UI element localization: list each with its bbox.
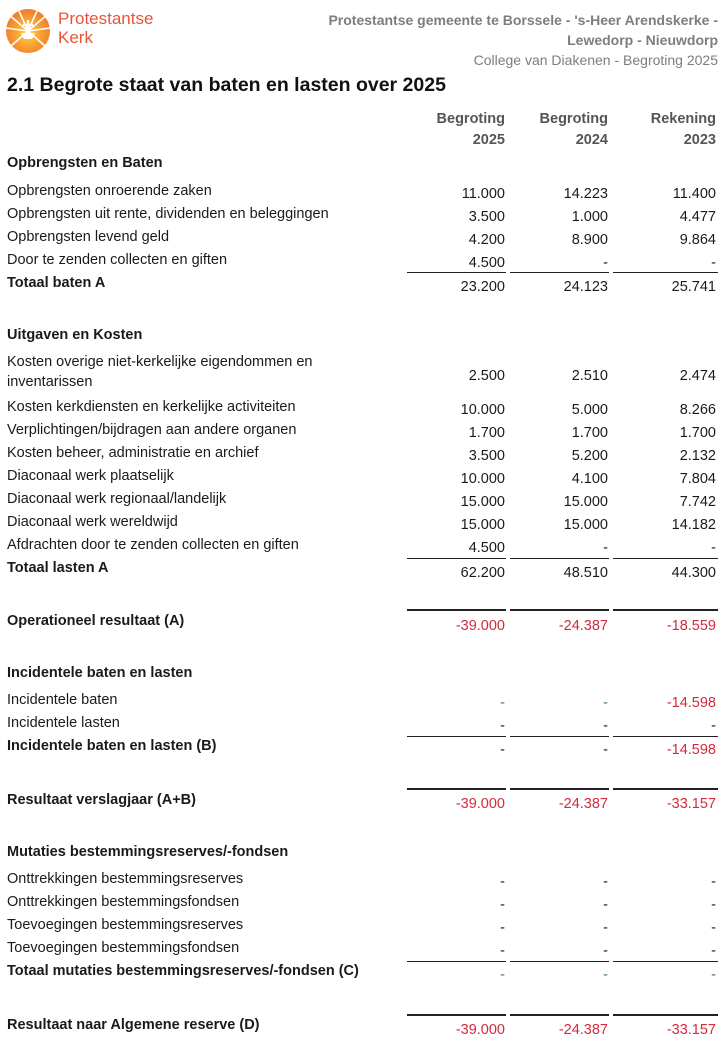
value-2025: - bbox=[500, 920, 505, 936]
value-2023: - bbox=[711, 540, 716, 556]
value-2023: -14.598 bbox=[666, 742, 716, 758]
value-2024: - bbox=[603, 874, 608, 890]
value-2024: 15.000 bbox=[563, 494, 608, 510]
section-heading-label: Incidentele baten en lasten bbox=[7, 665, 193, 681]
subtotal-rule bbox=[510, 272, 609, 273]
value-2024: - bbox=[603, 695, 608, 711]
column-header-line: Begroting bbox=[436, 111, 505, 127]
row-label: Toevoegingen bestemmingsfondsen bbox=[7, 940, 240, 956]
value-2023: 25.741 bbox=[671, 279, 716, 295]
logo-wordmark bbox=[58, 9, 153, 47]
row-label: Totaal baten A bbox=[7, 275, 106, 291]
subtotal-rule bbox=[407, 558, 506, 559]
row-label: Opbrengsten levend geld bbox=[7, 229, 170, 245]
value-2024: 5.000 bbox=[571, 402, 608, 418]
column-header-line: Rekening bbox=[650, 111, 716, 127]
row-label: Onttrekkingen bestemmingsreserves bbox=[7, 871, 244, 887]
value-2025: -39.000 bbox=[455, 796, 505, 812]
subtotal-rule bbox=[407, 736, 506, 737]
value-2024: - bbox=[603, 967, 608, 983]
value-2024: 8.900 bbox=[571, 232, 608, 248]
subtotal-rule bbox=[613, 558, 718, 559]
column-header-year: 2023 bbox=[683, 132, 716, 148]
org-line-2: Lewedorp - Nieuwdorp bbox=[567, 32, 718, 48]
row-label: Diaconaal werk wereldwijd bbox=[7, 514, 178, 530]
value-2024: - bbox=[603, 897, 608, 913]
value-2024: 1.700 bbox=[571, 425, 608, 441]
value-2024: 24.123 bbox=[563, 279, 608, 295]
value-2025: 11.000 bbox=[461, 186, 505, 202]
value-2025: 62.200 bbox=[460, 565, 505, 581]
result-rule bbox=[407, 609, 506, 611]
value-2025: 4.500 bbox=[468, 540, 505, 556]
row-label: Incidentele lasten bbox=[7, 715, 120, 731]
value-2023: 7.804 bbox=[679, 471, 716, 487]
section-heading-label: Mutaties bestemmingsreserves/-fondsen bbox=[7, 844, 289, 860]
column-header-begroting-2025 bbox=[410, 109, 505, 151]
value-2025: - bbox=[500, 943, 505, 959]
value-2024: - bbox=[603, 718, 608, 734]
subtotal-rule bbox=[510, 961, 609, 962]
value-2024: -24.387 bbox=[558, 796, 608, 812]
value-2025: - bbox=[500, 897, 505, 913]
row-label: Kosten beheer, administratie en archief bbox=[7, 445, 259, 461]
value-2023: - bbox=[711, 874, 716, 890]
value-2023: 4.477 bbox=[679, 209, 716, 225]
subtotal-rule bbox=[510, 558, 609, 559]
value-2025: 15.000 bbox=[460, 517, 505, 533]
result-rule bbox=[613, 788, 718, 790]
result-rule bbox=[407, 788, 506, 790]
row-label: Incidentele baten bbox=[7, 692, 118, 708]
value-2023: -33.157 bbox=[666, 796, 716, 812]
value-2025: - bbox=[500, 718, 505, 734]
value-2025: 10.000 bbox=[460, 402, 505, 418]
page-title: 2.1 Begrote staat van baten en lasten over 2025 bbox=[7, 74, 446, 96]
value-2024: - bbox=[603, 255, 608, 271]
value-2023: 8.266 bbox=[679, 402, 716, 418]
subtotal-rule bbox=[613, 961, 718, 962]
value-2023: 9.864 bbox=[679, 232, 716, 248]
result-rule bbox=[510, 1014, 609, 1016]
subtotal-rule bbox=[510, 736, 609, 737]
organization-info bbox=[328, 10, 718, 70]
row-label: Opbrengsten onroerende zaken bbox=[7, 183, 212, 199]
result-rule bbox=[613, 609, 718, 611]
value-2025: 3.500 bbox=[468, 448, 505, 464]
result-rule bbox=[510, 788, 609, 790]
value-2025: 2.500 bbox=[468, 368, 505, 384]
value-2023: 44.300 bbox=[671, 565, 716, 581]
value-2023: -33.157 bbox=[666, 1022, 716, 1038]
row-label: Totaal mutaties bestemmingsreserves/-fondsen (C) bbox=[7, 963, 359, 979]
value-2025: -39.000 bbox=[455, 1022, 505, 1038]
value-2024: 1.000 bbox=[571, 209, 608, 225]
value-2025: - bbox=[500, 874, 505, 890]
row-label: Resultaat verslagjaar (A+B) bbox=[7, 792, 196, 808]
org-line-1: Protestantse gemeente te Borssele - 's-Heer Arendskerke - bbox=[328, 12, 718, 28]
value-2023: - bbox=[711, 897, 716, 913]
page-header bbox=[0, 0, 728, 70]
value-2025: 1.700 bbox=[468, 425, 505, 441]
value-2024: - bbox=[603, 540, 608, 556]
result-rule bbox=[613, 1014, 718, 1016]
value-2023: 14.182 bbox=[671, 517, 716, 533]
org-line-3: College van Diakenen - Begroting 2025 bbox=[473, 52, 718, 68]
row-label: Incidentele baten en lasten (B) bbox=[7, 738, 217, 754]
section-heading-label: Opbrengsten en Baten bbox=[7, 155, 163, 171]
column-header-year: 2025 bbox=[472, 132, 505, 148]
row-label: Operationeel resultaat (A) bbox=[7, 613, 185, 629]
value-2025: - bbox=[500, 742, 505, 758]
row-label-line-1: Kosten overige niet-kerkelijke eigendommen en bbox=[7, 354, 313, 370]
value-2024: 5.200 bbox=[571, 448, 608, 464]
protestantse-kerk-logo-icon bbox=[5, 8, 51, 54]
value-2023: -14.598 bbox=[666, 695, 716, 711]
row-label: Diaconaal werk regionaal/landelijk bbox=[7, 491, 227, 507]
value-2025: 3.500 bbox=[468, 209, 505, 225]
value-2025: - bbox=[500, 695, 505, 711]
value-2023: -18.559 bbox=[666, 618, 716, 634]
value-2023: - bbox=[711, 255, 716, 271]
value-2025: 23.200 bbox=[460, 279, 505, 295]
value-2023: 2.132 bbox=[679, 448, 716, 464]
row-label: Onttrekkingen bestemmingsfondsen bbox=[7, 894, 240, 910]
row-label: Door te zenden collecten en giften bbox=[7, 252, 228, 268]
column-header-begroting-2024 bbox=[513, 109, 608, 151]
value-2023: - bbox=[711, 718, 716, 734]
section-heading-label: Uitgaven en Kosten bbox=[7, 327, 143, 343]
value-2025: 15.000 bbox=[460, 494, 505, 510]
row-label: Resultaat naar Algemene reserve (D) bbox=[7, 1017, 260, 1033]
subtotal-rule bbox=[407, 961, 506, 962]
row-label: Toevoegingen bestemmingsreserves bbox=[7, 917, 244, 933]
value-2024: 2.510 bbox=[571, 368, 608, 384]
value-2024: 15.000 bbox=[563, 517, 608, 533]
row-label: Diaconaal werk plaatselijk bbox=[7, 468, 174, 484]
value-2024: -24.387 bbox=[558, 1022, 608, 1038]
row-label bbox=[7, 352, 397, 392]
column-header-line: Begroting bbox=[539, 111, 608, 127]
row-label: Verplichtingen/bijdragen aan andere organen bbox=[7, 422, 297, 438]
value-2024: -24.387 bbox=[558, 618, 608, 634]
value-2024: 14.223 bbox=[563, 186, 608, 202]
row-label: Afdrachten door te zenden collecten en giften bbox=[7, 537, 299, 553]
logo-line-2: Kerk bbox=[58, 28, 93, 47]
subtotal-rule bbox=[407, 272, 506, 273]
value-2024: - bbox=[603, 943, 608, 959]
column-header-year: 2024 bbox=[575, 132, 608, 148]
value-2023: - bbox=[711, 943, 716, 959]
value-2023: 11.400 bbox=[672, 186, 716, 202]
row-label: Totaal lasten A bbox=[7, 560, 109, 576]
result-rule bbox=[510, 609, 609, 611]
value-2023: 1.700 bbox=[679, 425, 716, 441]
column-header-rekening-2023 bbox=[621, 109, 716, 151]
value-2023: 2.474 bbox=[679, 368, 716, 384]
value-2023: - bbox=[711, 967, 716, 983]
row-label-line-2: inventarissen bbox=[7, 374, 93, 390]
subtotal-rule bbox=[613, 736, 718, 737]
result-rule bbox=[407, 1014, 506, 1016]
value-2025: 4.200 bbox=[468, 232, 505, 248]
value-2025: -39.000 bbox=[455, 618, 505, 634]
subtotal-rule bbox=[613, 272, 718, 273]
value-2025: 10.000 bbox=[460, 471, 505, 487]
value-2023: 7.742 bbox=[679, 494, 716, 510]
value-2024: 4.100 bbox=[571, 471, 608, 487]
value-2024: - bbox=[603, 920, 608, 936]
value-2023: - bbox=[711, 920, 716, 936]
row-label: Opbrengsten uit rente, dividenden en beleggingen bbox=[7, 206, 329, 222]
value-2024: - bbox=[603, 742, 608, 758]
value-2025: - bbox=[500, 967, 505, 983]
value-2025: 4.500 bbox=[468, 255, 505, 271]
logo-line-1: Protestantse bbox=[58, 9, 154, 28]
value-2024: 48.510 bbox=[563, 565, 608, 581]
row-label: Kosten kerkdiensten en kerkelijke activiteiten bbox=[7, 399, 296, 415]
